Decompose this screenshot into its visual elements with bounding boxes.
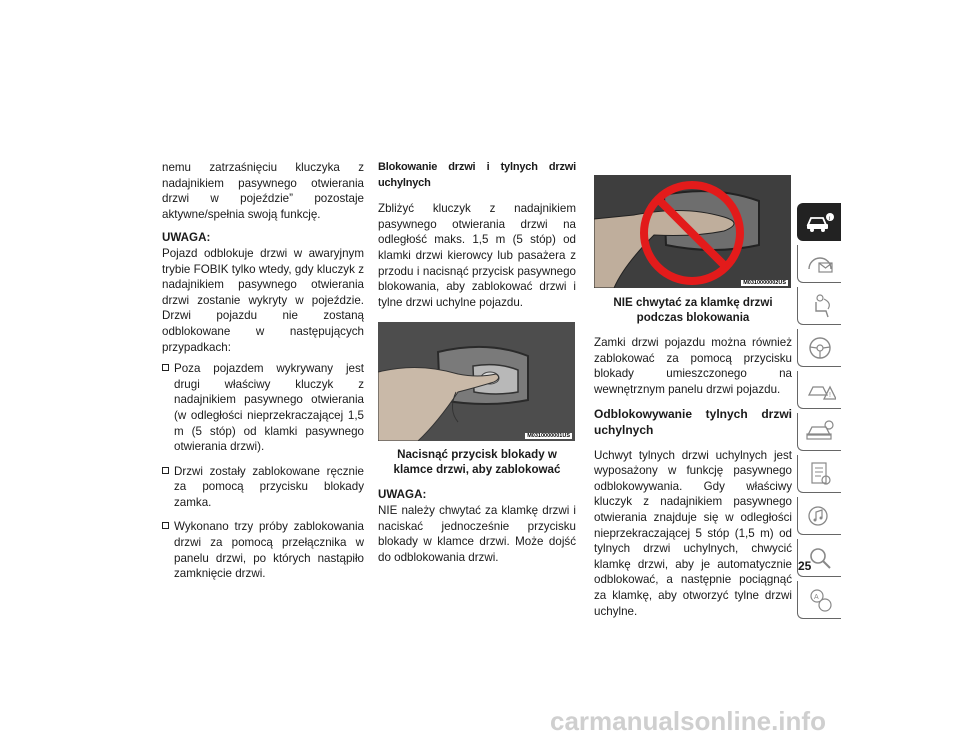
figure-caption: NIE chwytać za klamkę drzwi podczas blokowania xyxy=(613,296,773,324)
body-paragraph: Uchwyt tylnych drzwi uchylnych jest wyposażony w funkcję pasywnego odblokowywania. Gdy właściwy kluczyk z nadajnikiem pasywnego otwierania znajduje się w odległości nieprzekraczającej 5 stóp (1,5 m) od tylnych drzwi uchylnych, chwycić klamkę drzwi, aby je automatycznie odblokować, a następnie pociągnąć za klamkę, aby otworzyć tylne drzwi uchylne. xyxy=(594,448,792,618)
tab-car-info[interactable] xyxy=(797,203,841,241)
svg-text:A: A xyxy=(814,594,819,601)
prohibited-handle-illustration xyxy=(594,175,791,288)
car-service-icon xyxy=(806,419,836,445)
column-left xyxy=(162,160,364,591)
car-info-icon xyxy=(805,209,835,235)
checkbox-bullet-icon xyxy=(162,364,169,371)
dashboard-message-icon xyxy=(806,251,836,277)
list-item: Wykonano trzy próby zablokowania drzwi za pomocą przełącznika w panelu drzwi, po których nastąpiło zamknięcie drzwi. xyxy=(162,519,364,581)
note-text: Pojazd odblokuje drzwi w awaryjnym trybie FOBIK tylko wtedy, gdy kluczyk z nadajnikiem pasywnego otwierania drzwi zostanie wykryty w pojeździe. Drzwi pojazdu nie zostaną odblokowane w następujących przypadkach: xyxy=(162,246,364,354)
tab-emergency[interactable] xyxy=(797,371,841,409)
tab-specifications[interactable] xyxy=(797,455,841,493)
warning-triangle-car-icon xyxy=(806,377,836,403)
no-grab-handle-photo xyxy=(594,175,791,288)
figure-code: M0310000001US xyxy=(527,433,570,440)
music-phone-icon xyxy=(806,503,836,529)
door-handle-illustration xyxy=(378,322,575,441)
steering-wheel-icon xyxy=(806,335,836,361)
list-item: Poza pojazdem wykrywany jest drugi właściwy kluczyk z nadajnikiem pasywnego otwierania (w odległości nieprzekraczającej 1,5 m (5 stóp) od klamki pasywnego otwierania drzwi). xyxy=(162,361,364,455)
column-right xyxy=(594,295,792,629)
seat-airbag-icon xyxy=(806,293,836,319)
column-middle xyxy=(378,160,576,567)
tab-dashboard-message[interactable] xyxy=(797,245,841,283)
svg-text:i: i xyxy=(828,216,831,222)
note-heading: UWAGA: xyxy=(162,231,211,245)
figure-caption: Nacisnąć przycisk blokady w klamce drzwi, aby zablokować xyxy=(393,448,561,477)
lock-button-photo xyxy=(378,322,575,441)
page-number: 25 xyxy=(798,559,812,573)
svg-text:!: ! xyxy=(829,392,831,399)
note-heading: UWAGA: xyxy=(378,488,427,502)
note-text: NIE należy chwytać za klamkę drzwi i naciskać jednocześnie przycisku blokady w klamce drzwi. Może dojść do odblokowania drzwi. xyxy=(378,503,576,564)
tab-driving[interactable] xyxy=(797,329,841,367)
body-paragraph: Zbliżyć kluczyk z nadajnikiem pasywnego otwierania drzwi na odległość maks. 1,5 m (5 stóp) od klamki drzwi kierowcy lub pasażera z przodu i nacisnąć przycisk pasywnego blokowania, aby zablokować drzwi i tylne drzwi uchylne pojazdu. xyxy=(378,202,576,309)
section-subheading: Blokowanie drzwi i tylnych drzwi uchylnych xyxy=(378,161,576,189)
section-heading: Odblokowywanie tylnych drzwi uchylnych xyxy=(594,407,792,437)
tab-multimedia[interactable] xyxy=(797,497,841,535)
list-item: Drzwi zostały zablokowane ręcznie za pomocą przycisku blokady zamka. xyxy=(162,464,364,511)
checkbox-bullet-icon xyxy=(162,467,169,474)
language-globe-icon xyxy=(806,587,836,613)
checkbox-bullet-icon xyxy=(162,522,169,529)
figure-code: M0310000002US xyxy=(743,280,786,286)
checklist-icon xyxy=(806,461,836,487)
tab-languages[interactable] xyxy=(797,581,841,619)
tab-safety[interactable] xyxy=(797,287,841,325)
body-paragraph: Zamki drzwi pojazdu można również zablokować za pomocą przycisku blokady umieszczonego na wewnętrznym panelu drzwi pojazdu. xyxy=(594,336,792,396)
tab-service[interactable] xyxy=(797,413,841,451)
intro-paragraph: nemu zatrzaśnięciu kluczyka z nadajnikiem pasywnego otwierania drzwi w pojeździe” pozostaje aktywne/spełnia swoją funkcję. xyxy=(162,161,364,221)
condition-list xyxy=(162,361,364,582)
watermark: carmanualsonline.info xyxy=(550,706,826,736)
